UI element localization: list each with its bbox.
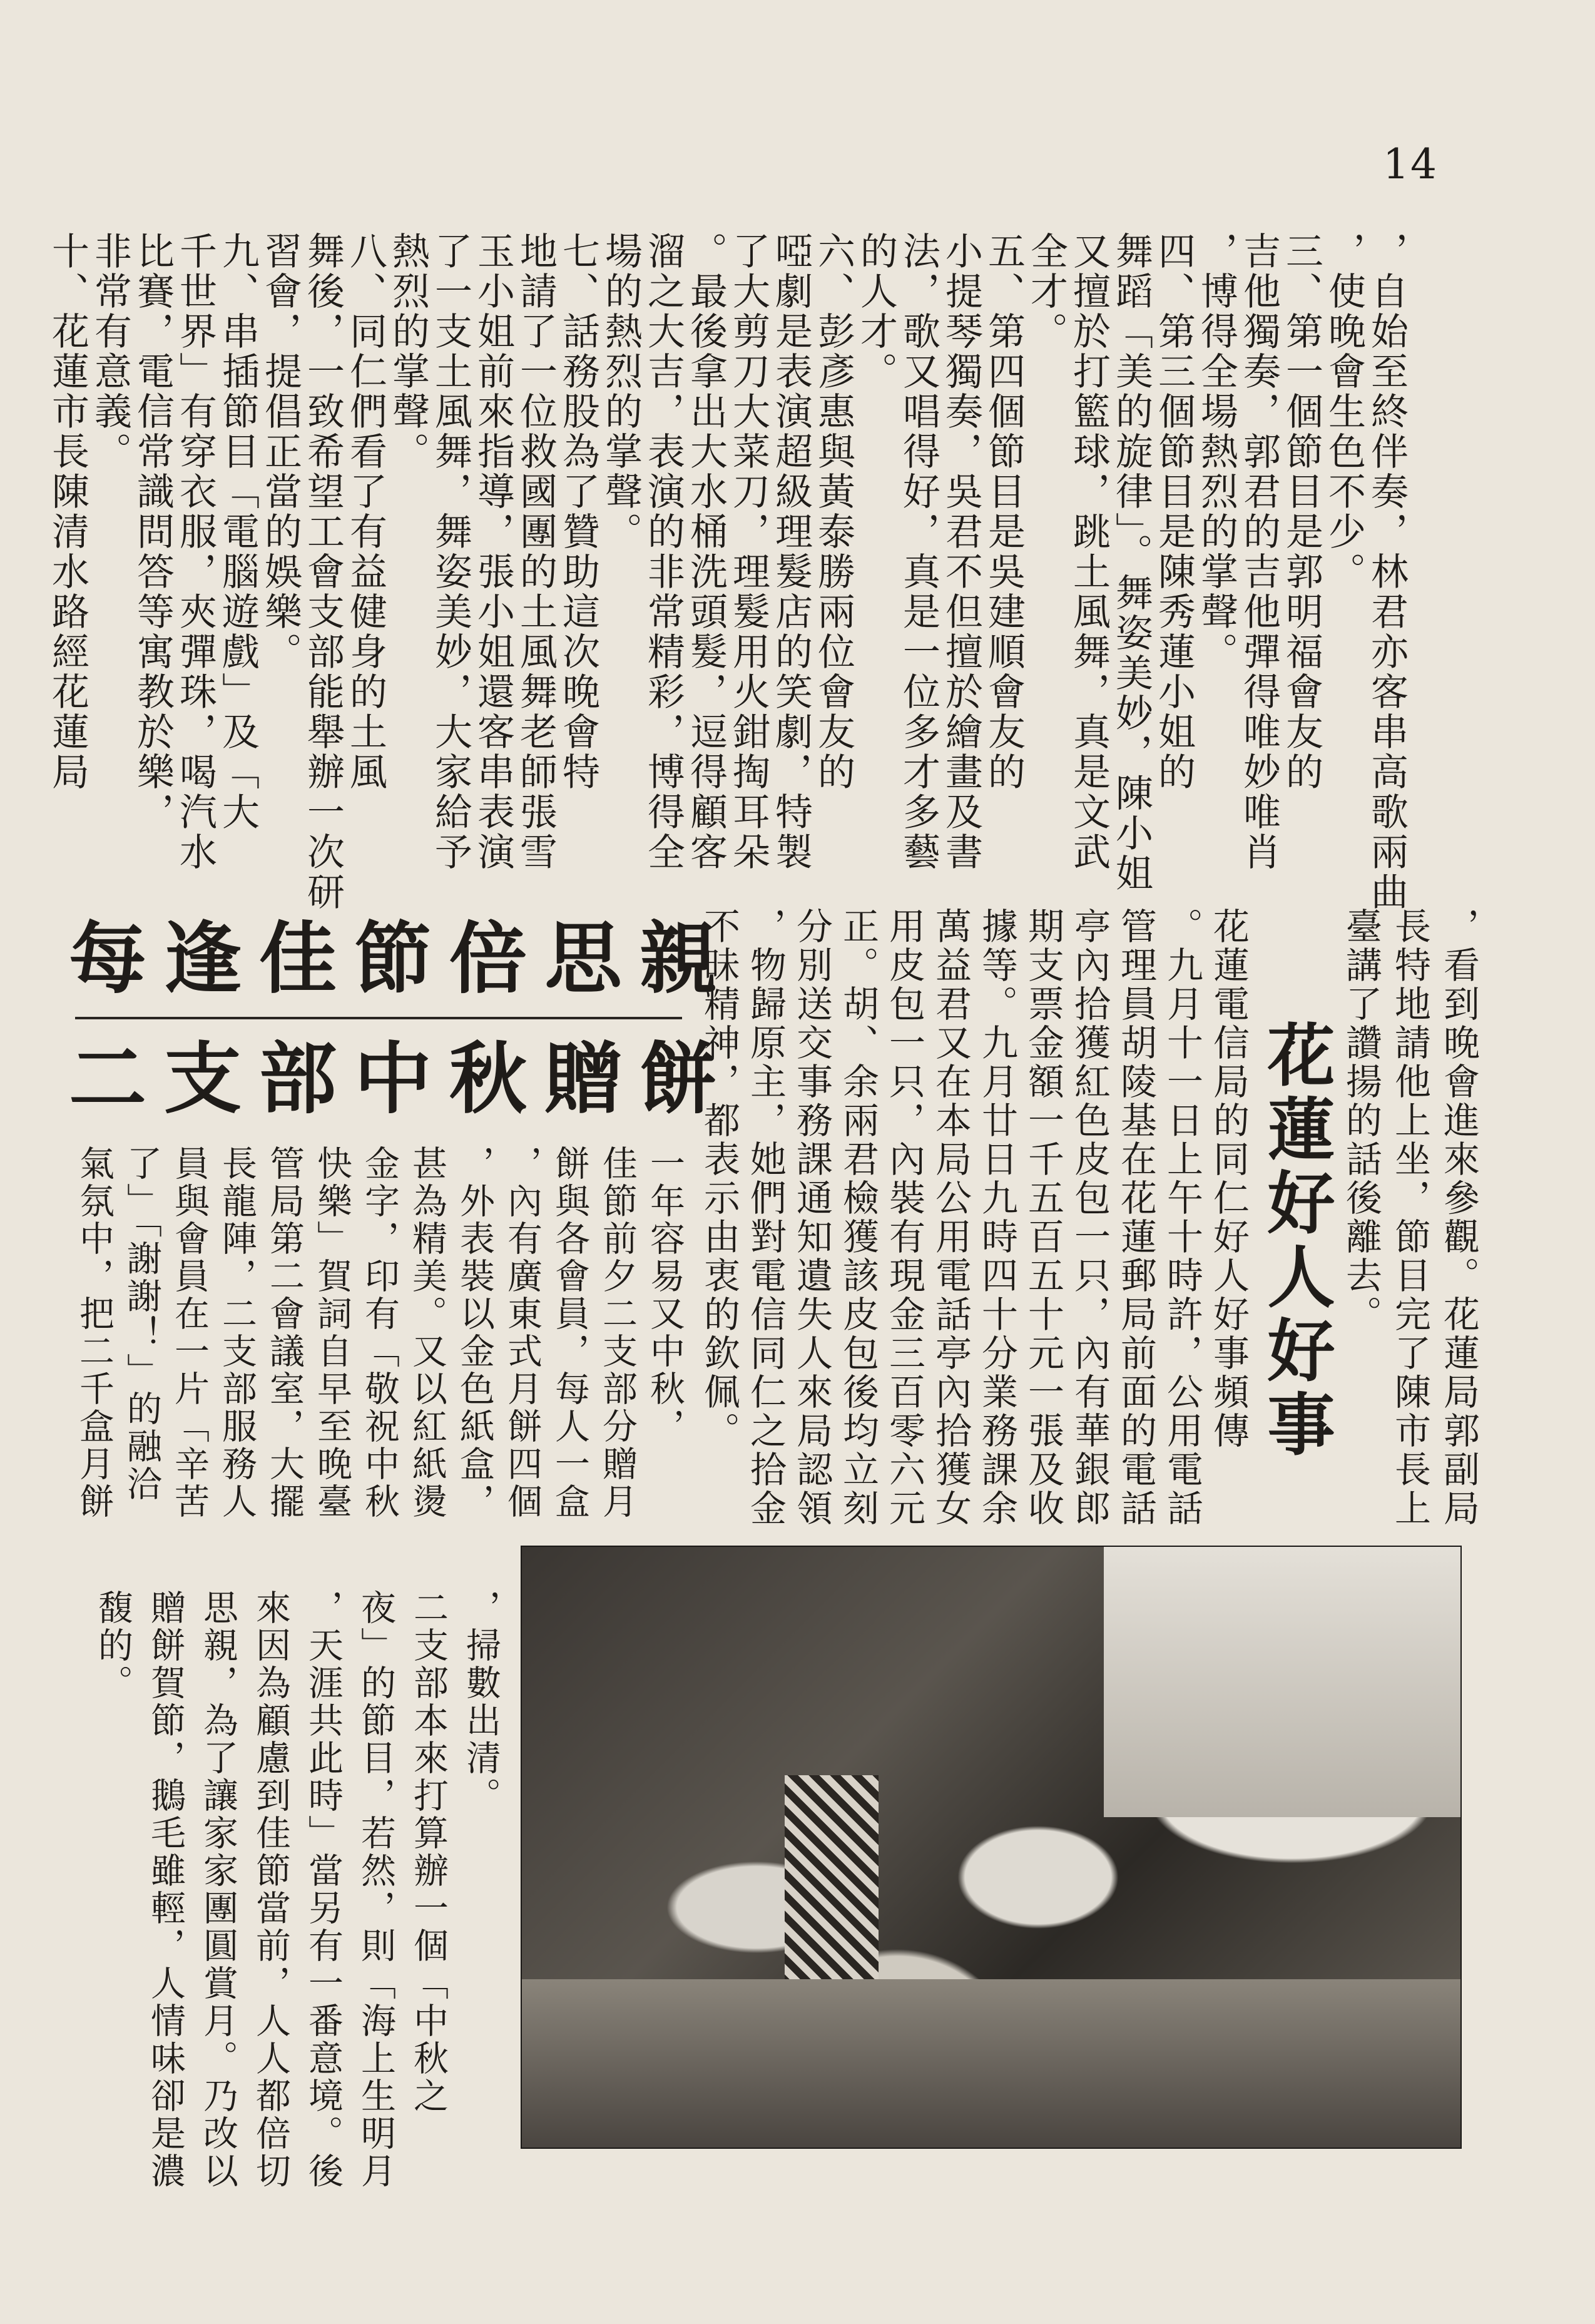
- article1-line-29: 千世界」有穿衣服，夾彈珠，喝汽水: [173, 232, 217, 872]
- article3-line-2: 佳節前夕二支部分贈月: [597, 1145, 638, 1521]
- article2-line-7: 萬益君又在本局公用電話亭內拾獲女: [929, 907, 972, 1528]
- article3-lower-line-1: ，掃數出清。: [461, 1589, 501, 1815]
- article1-cont-line-2: 長特地請他上坐，節目完了陳市長上: [1389, 907, 1431, 1528]
- article3-line-11: 員與會員在一片「辛苦: [169, 1145, 210, 1521]
- article1-line-32: 十、花蓮市長陳清水路經花蓮局: [46, 232, 89, 792]
- article3-lower-line-5: 來因為顧慮到佳節當前，人人都倍切: [250, 1589, 291, 2190]
- article1-line-10: 五、第四個節目是吳建順會友的: [982, 232, 1026, 792]
- article2-line-9: 正。胡、余兩君檢獲該皮包後均立刻: [837, 907, 879, 1528]
- article3-lower-line-3: 夜」的節目，若然，則「海上生明月: [355, 1589, 396, 2190]
- article1-line-9: 全才。: [1024, 232, 1068, 352]
- article3-line-7: 金字，印有「敬祝中秋: [359, 1145, 400, 1521]
- article1-line-21: 地請了一位救國團的土風舞老師張雪: [514, 232, 558, 872]
- article1-line-22: 玉小姐前來指導，張小姐還客串表演: [471, 232, 515, 872]
- article1-line-25: 八、同仁們看了有益健身的土風: [344, 232, 387, 792]
- article3-line-10: 長龍陣，二支部服務人: [217, 1145, 257, 1521]
- article3-line-8: 快樂」賀詞自早至晚臺: [312, 1145, 352, 1521]
- article2-line-8: 用皮包一只，內裝有現金三百零六元: [883, 907, 925, 1528]
- article1-line-11: 小提琴獨奏，吳君不但擅於繪畫及書: [939, 232, 983, 872]
- article3-lower-line-6: 思親，為了讓家家團圓賞月。乃改以: [198, 1589, 238, 2190]
- article2-line-6: 據等。九月廿日九時四十分業務課余: [976, 907, 1018, 1528]
- article1-line-13: 的人才。: [854, 232, 898, 392]
- article1-continuation: [1333, 907, 1483, 1528]
- article1-line-12: 法，歌又唱得好，真是一位多才多藝: [897, 232, 940, 872]
- page-number: 14: [1383, 140, 1438, 188]
- headline-divider: [75, 1017, 682, 1019]
- article1-line-23: 了一支土風舞，舞姿美妙，大家給予: [429, 232, 472, 872]
- article2-line-11: ，物歸原主，她們對電信同仁之拾金: [744, 907, 787, 1528]
- article1-line-31: 非常有意義。: [88, 232, 132, 472]
- article1-line-20: 七、話務股為了贊助這次晚會特: [556, 232, 600, 792]
- article1-line-30: 比賽，電信常識問答等寓教於樂，: [131, 232, 175, 832]
- article1-line-26: 舞後，一致希望工會支部能舉辦一次研: [301, 232, 345, 912]
- article3-body: [69, 1145, 688, 1521]
- article1-line-24: 熱烈的掌聲。: [386, 232, 430, 472]
- article2-line-1: 花蓮電信局的同仁好人好事頻傳: [1207, 907, 1250, 1450]
- article1-line-6: 四、第三個節目是陳秀蓮小姐的: [1152, 232, 1196, 792]
- article2-title: 花蓮好人好事: [1256, 1020, 1335, 1463]
- article3-line-12: 了」「謝謝！」的融洽: [121, 1145, 162, 1503]
- article3-line-5: ，外表裝以金色紙盒，: [454, 1145, 495, 1521]
- article1-line-16: 了大剪刀大菜刀，理髮用火鉗掏耳朵: [726, 232, 770, 872]
- article1-line-14: 六、彭彥惠與黃泰勝兩位會友的: [812, 232, 855, 792]
- article3-lower-line-4: ，天涯共此時」當另有一番意境。後: [303, 1589, 344, 2190]
- article1-line-28: 九、串插節目「電腦遊戲」及「大: [216, 232, 260, 832]
- article3-headline-main: 每逢佳節倍思親: [69, 914, 735, 1004]
- article3-lower-body: [69, 1589, 507, 2190]
- article1-line-27: 習會，提倡正當的娛樂。: [258, 232, 302, 672]
- article2-line-2: 。九月十一日上午十時許，公用電話: [1161, 907, 1203, 1528]
- article2-line-4: 亭內拾獲紅色皮包一只，內有華銀郎: [1068, 907, 1111, 1528]
- article1-line-5: ，博得全場熱烈的掌聲。: [1195, 232, 1238, 672]
- article1-line-17: 。最後拿出大水桶洗頭髮，逗得顧客: [684, 232, 728, 872]
- article3-line-3: 餅與各會員，每人一盒: [549, 1145, 590, 1521]
- article2-line-12: 不昧精神，都表示由衷的欽佩。: [698, 907, 740, 1450]
- photo-wall: [1104, 1547, 1460, 1817]
- article3-line-6: 甚為精美。又以紅紙燙: [407, 1145, 447, 1521]
- article1-line-15: 啞劇是表演超級理髮店的笑劇，特製: [769, 232, 813, 872]
- article1-line-2: ，使晚會生色不少。: [1322, 232, 1366, 592]
- article1-line-18: 溜之大吉，表演的非常精彩，博得全: [641, 232, 685, 872]
- article1-body: [46, 232, 1409, 912]
- article1-line-19: 場的熱烈的掌聲。: [599, 232, 643, 552]
- article1-line-7: 舞蹈「美的旋律」。舞姿美妙，陳小姐: [1109, 232, 1153, 894]
- article3-lower-line-7: 贈餅賀節，鵝毛雖輕，人情味卻是濃: [145, 1589, 186, 2190]
- article3-line-4: ，內有廣東式月餅四個: [502, 1145, 543, 1521]
- article1-line-4: 吉他獨奏，郭君的吉他彈得唯妙唯肖: [1237, 232, 1281, 872]
- article3-headline-sub: 二支部中秋贈餅: [69, 1034, 735, 1124]
- photo-counter: [522, 1979, 1460, 2148]
- article2-line-5: 期支票金額一千五百五十元一張及收: [1022, 907, 1064, 1528]
- article1-cont-line-3: 臺講了讚揚的話後離去。: [1340, 907, 1382, 1334]
- article2-line-10: 分別送交事務課通知遺失人來局認領: [790, 907, 833, 1528]
- event-photo: [521, 1546, 1462, 2149]
- article3-line-1: 一年容易又中秋，: [645, 1145, 685, 1445]
- article1-line-1: ，自始至終伴奏，林君亦客串高歌兩曲: [1365, 232, 1409, 912]
- article3-lower-line-2: 二支部本來打算辦一個「中秋之: [408, 1589, 449, 2115]
- article3-line-9: 管局第二會議室，大擺: [264, 1145, 305, 1521]
- article2-body: [688, 907, 1251, 1528]
- article2-line-3: 管理員胡陵基在花蓮郵局前面的電話: [1114, 907, 1157, 1528]
- article1-line-8: 又擅於打籃球，跳土風舞，真是文武: [1067, 232, 1111, 872]
- article3-line-13: 氣氛中，把二千盒月餅: [74, 1145, 115, 1521]
- article1-cont-line-1: ，看到晚會進來參觀。花蓮局郭副局: [1437, 907, 1480, 1528]
- article1-line-3: 三、第一個節目是郭明福會友的: [1280, 232, 1323, 792]
- article3-lower-line-8: 馥的。: [93, 1589, 133, 1702]
